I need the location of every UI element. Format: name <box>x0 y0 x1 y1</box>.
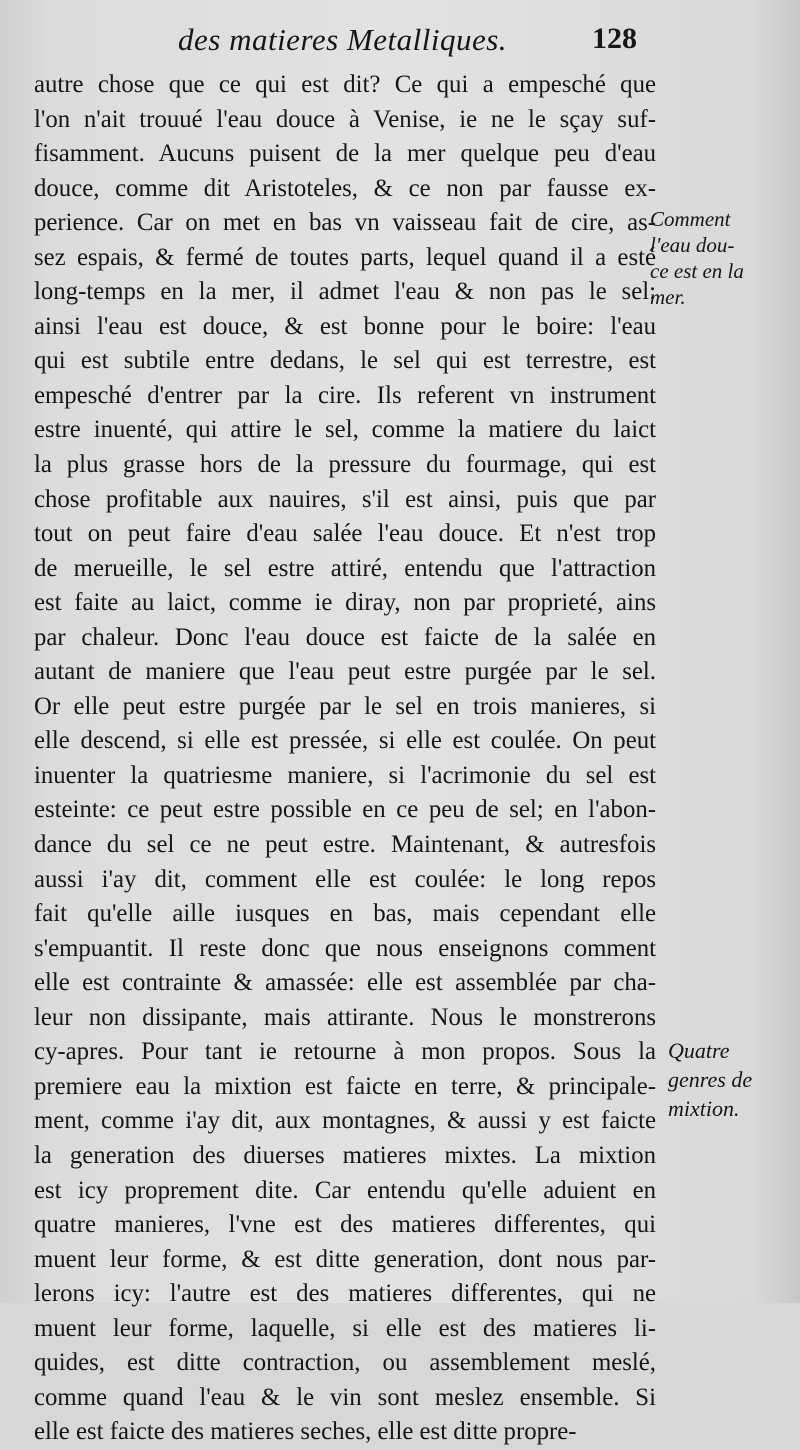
text-line: qui est subtile entre dedans, le sel qui est terrestre, est <box>34 347 656 375</box>
margin-note-line: ce est en la <box>650 259 744 283</box>
text-line: elle est faicte des matieres seches, elle est ditte propre- <box>34 1418 577 1446</box>
text-line: muent leur forme, & est ditte generation, dont nous par- <box>34 1245 656 1273</box>
text-line: perience. Car on met en bas vn vaisseau fait de cire, as- <box>34 209 656 237</box>
text-line: tout on peut faire d'eau salée l'eau douce. Et n'est trop <box>34 520 656 548</box>
text-line: lerons icy: l'autre est des matieres differentes, qui ne <box>34 1280 656 1308</box>
text-line: aussi i'ay dit, comment elle est coulée: le long repos <box>34 865 656 893</box>
margin-note-sea-fresh-water <box>650 206 798 310</box>
text-line: s'empuantit. Il reste donc que nous enseignons comment <box>34 934 656 962</box>
text-line: est icy proprement dite. Car entendu qu'elle aduient en <box>34 1176 656 1204</box>
text-line: Or elle peut estre purgée par le sel en trois manieres, si <box>34 692 656 720</box>
text-line: premiere eau la mixtion est faicte en terre, & principale- <box>34 1072 656 1100</box>
text-line: par chaleur. Donc l'eau douce est faicte de la salée en <box>34 623 656 651</box>
margin-note-line: Quatre <box>668 1038 730 1063</box>
text-line: long-temps en la mer, il admet l'eau & non pas le sel: <box>34 278 656 306</box>
margin-note-line: genres de <box>668 1067 753 1092</box>
text-line: elle est contrainte & amassée: elle est assemblée par cha- <box>34 969 656 997</box>
text-line: estre inuenté, qui attire le sel, comme la matiere du laict <box>34 416 656 444</box>
text-line: cy-apres. Pour tant ie retourne à mon propos. Sous la <box>34 1038 656 1066</box>
text-line: la plus grasse hors de la pressure du fourmage, qui est <box>34 451 656 479</box>
text-line: inuenter la quatriesme maniere, si l'acrimonie du sel est <box>34 761 656 789</box>
text-line: l'on n'ait trouué l'eau douce à Venise, ie ne le sçay suf- <box>34 105 656 133</box>
margin-note-line: Comment <box>650 207 731 231</box>
running-header-title: des matieres Metalliques. <box>178 22 508 57</box>
margin-note-line: mer. <box>650 285 686 309</box>
page-number: 128 <box>592 22 637 55</box>
text-line: fisamment. Aucuns puisent de la mer quelque peu d'eau <box>34 140 656 168</box>
text-line: muent leur forme, laquelle, si elle est des matieres li- <box>34 1314 656 1342</box>
text-line: chose profitable aux nauires, s'il est ainsi, puis que par <box>34 485 656 513</box>
text-line: est faite au laict, comme ie diray, non par proprieté, ains <box>34 589 656 617</box>
text-line: quatre manieres, l'vne est des matieres differentes, qui <box>34 1211 656 1239</box>
text-line: ainsi l'eau est douce, & est bonne pour le boire: l'eau <box>34 312 656 340</box>
text-line: de merueille, le sel estre attiré, entendu que l'attraction <box>34 554 656 582</box>
text-line: autant de maniere que l'eau peut estre purgée par le sel. <box>34 658 656 686</box>
text-line: la generation des diuerses matieres mixtes. La mixtion <box>34 1141 656 1169</box>
text-line: douce, comme dit Aristoteles, & ce non par fausse ex- <box>34 174 656 202</box>
text-line: ment, comme i'ay dit, aux montagnes, & aussi y est faicte <box>34 1107 656 1135</box>
margin-note-line: mixtion. <box>668 1096 740 1121</box>
text-line: elle descend, si elle est pressée, si elle est coulée. On peut <box>34 727 656 755</box>
text-line: fait qu'elle aille iusques en bas, mais cependant elle <box>34 900 656 928</box>
margin-note-mixtion-kinds <box>668 1036 796 1123</box>
text-line: esteinte: ce peut estre possible en ce peu de sel; en l'abon- <box>34 796 656 824</box>
margin-note-line: l'eau dou- <box>650 233 735 257</box>
text-line: leur non dissipante, mais attirante. Nous le monstrerons <box>34 1003 656 1031</box>
text-line: sez espais, & fermé de toutes parts, lequel quand il a esté <box>34 243 656 271</box>
text-line: empesché d'entrer par la cire. Ils referent vn instrument <box>34 381 656 409</box>
body-text <box>34 68 656 1450</box>
text-line: dance du sel ce ne peut estre. Maintenant, & autresfois <box>34 831 656 859</box>
text-line: comme quand l'eau & le vin sont meslez ensemble. Si <box>34 1383 656 1411</box>
text-line: autre chose que ce qui est dit? Ce qui a empesché que <box>34 71 656 98</box>
text-line: quides, est ditte contraction, ou assemblement meslé, <box>34 1349 656 1377</box>
